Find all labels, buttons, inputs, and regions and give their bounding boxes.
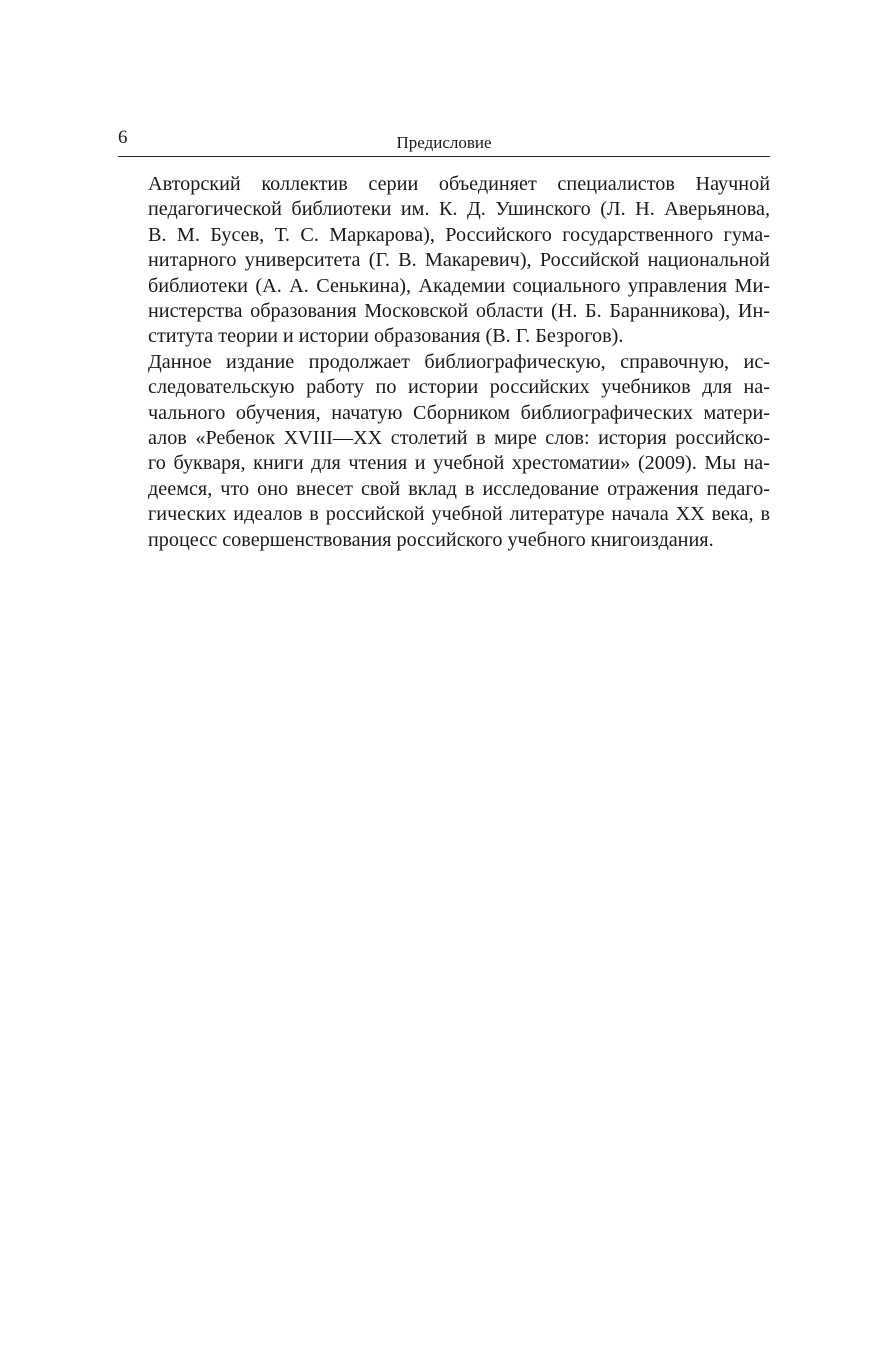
text-line: гических идеалов в российской учебной литературе начала XX века, в [148, 503, 770, 526]
text-line: нитарного университета (Г. В. Макаревич), Российской национальной [148, 249, 770, 272]
paragraph-authors [118, 172, 770, 350]
body-text [118, 172, 770, 553]
text-line: библиотеки (А. А. Сенькина), Академии социального управления Ми- [148, 274, 770, 297]
paragraph-edition [118, 350, 770, 553]
text-line: нистерства образования Московской области (Н. Б. Баранникова), Ин- [148, 300, 770, 323]
text-line: Авторский коллектив серии объединяет специалистов Научной [148, 173, 770, 195]
page-number: 6 [118, 127, 128, 148]
book-page [118, 124, 770, 553]
text-line: го букваря, книги для чтения и учебной хрестоматии» (2009). Мы на- [148, 452, 770, 475]
text-line: следовательскую работу по истории российских учебников для на- [148, 376, 770, 399]
section-title: Предисловие [396, 133, 492, 152]
text-line: Данное издание продолжает библиографическую, справочную, ис- [148, 350, 770, 373]
text-line: процесс совершенствования российского учебного книгоиздания. [148, 528, 714, 551]
text-line: педагогической библиотеки им. К. Д. Ушинского (Л. Н. Аверьянова, [148, 198, 770, 221]
text-line: деемся, что оно внесет свой вклад в исследование отражения педаго- [148, 477, 770, 500]
text-line: чального обучения, начатую Сборником библиографических матери- [148, 401, 770, 424]
running-head [118, 124, 770, 157]
text-line: алов «Ребенок XVIII—XX столетий в мире слов: история российско- [148, 427, 770, 450]
text-line: В. М. Бусев, Т. С. Маркарова), Российского государственного гума- [148, 223, 770, 246]
text-line: ститута теории и истории образования (В. Г. Безрогов). [148, 325, 624, 348]
